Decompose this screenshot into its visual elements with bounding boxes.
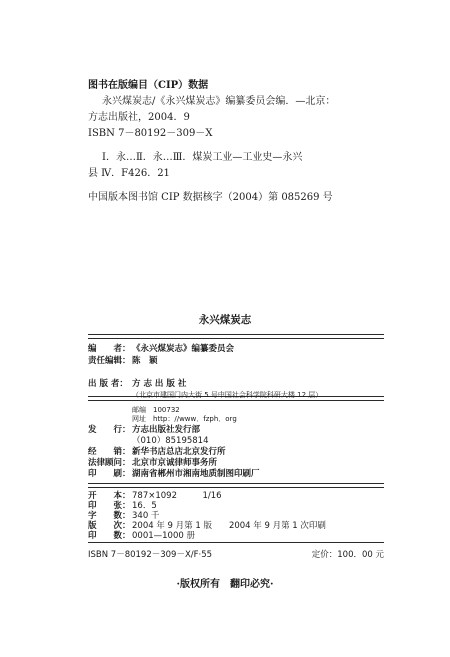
sheets-value: 16．5 [132, 501, 157, 511]
publisher-postcode: 邮编 100732 [132, 406, 180, 414]
divider-top-2 [88, 338, 384, 339]
divider-top-1 [88, 334, 384, 335]
sales-row [88, 447, 226, 458]
word-count-label: 字 数： [88, 511, 131, 521]
publisher-website-row [88, 414, 237, 425]
printer-row [88, 469, 260, 480]
printer-label: 印 刷： [88, 469, 131, 479]
isbn-price-row [88, 548, 384, 560]
cip-line-1: 永兴煤炭志/《永兴煤炭志》编纂委员会编．—北京： [102, 96, 336, 107]
cip-heading: 图书在版编目（CIP）数据 [88, 80, 209, 91]
divider-low-1 [88, 483, 384, 484]
cip-line-2: 方志出版社，2004．9 [88, 112, 190, 123]
distribution-value: 方志出版社发行部 [132, 425, 201, 435]
phone-value: （010）85195814 [132, 436, 209, 446]
legal-row [88, 458, 217, 469]
editor-label: 编 者： [88, 344, 131, 354]
publisher-website: 网址 http：//www．fzph．org [132, 415, 237, 423]
publisher-name: 方 志 出 版 社 [132, 379, 187, 389]
sheets-label: 印 张： [88, 501, 131, 511]
book-title: 永兴煤炭志 [198, 314, 252, 326]
divider-bottom [88, 542, 384, 543]
publisher-row [88, 379, 186, 390]
edition-value: 2004 年 9 月第 1 版 2004 年 9 月第 1 次印刷 [132, 521, 326, 531]
editor-value: 《永兴煤炭志》编纂委员会 [132, 344, 235, 354]
cip-isbn: ISBN 7－80192－309－X [88, 128, 213, 139]
edition-label: 版 次： [88, 521, 131, 531]
print-run-value: 0001—1000 册 [132, 531, 195, 541]
publisher-address: （北京市建国门内大街 5 号中国社会科学院科研大楼 12 层） [132, 391, 323, 399]
cip-block [88, 78, 335, 206]
format-value: 787×1092 1/16 [132, 491, 222, 501]
copyright-notice: ·版权所有 翻印必究· [176, 579, 274, 590]
price: 定价：100．00 元 [311, 550, 384, 560]
responsible-editor-row [88, 356, 158, 367]
phone-row [88, 436, 209, 447]
divider-low-2 [88, 487, 384, 488]
legal-value: 北京市京诚律师事务所 [132, 458, 218, 468]
print-run-label: 印 数： [88, 531, 131, 541]
word-count-value: 340 千 [132, 511, 160, 521]
printer-value: 湖南省郴州市湘南地质制图印刷厂 [132, 469, 260, 479]
responsible-editor-label: 责任编辑： [88, 356, 131, 366]
sales-label: 经 销： [88, 447, 131, 457]
footer-isbn: ISBN 7－80192－309－X/F·55 [88, 550, 213, 560]
cip-subject-2: 县 Ⅳ．F426．21 [88, 168, 170, 179]
responsible-editor-value: 陈 颖 [132, 356, 158, 366]
cip-library-number: 中国版本图书馆 CIP 数据核字（2004）第 085269 号 [88, 192, 333, 203]
distribution-row [88, 425, 200, 436]
cip-subject-1: Ⅰ．永…Ⅱ．永…Ⅲ．煤炭工业—工业史—永兴 [102, 152, 303, 163]
distribution-label: 发 行： [88, 425, 131, 435]
publisher-label: 出 版 者： [88, 379, 128, 389]
sales-value: 新华书店总店北京发行所 [132, 447, 226, 457]
legal-label: 法律顾问： [88, 458, 131, 468]
print-run-row [88, 531, 195, 542]
format-label: 开 本： [88, 491, 131, 501]
editor-row [88, 344, 234, 355]
publisher-address-row [88, 390, 322, 401]
